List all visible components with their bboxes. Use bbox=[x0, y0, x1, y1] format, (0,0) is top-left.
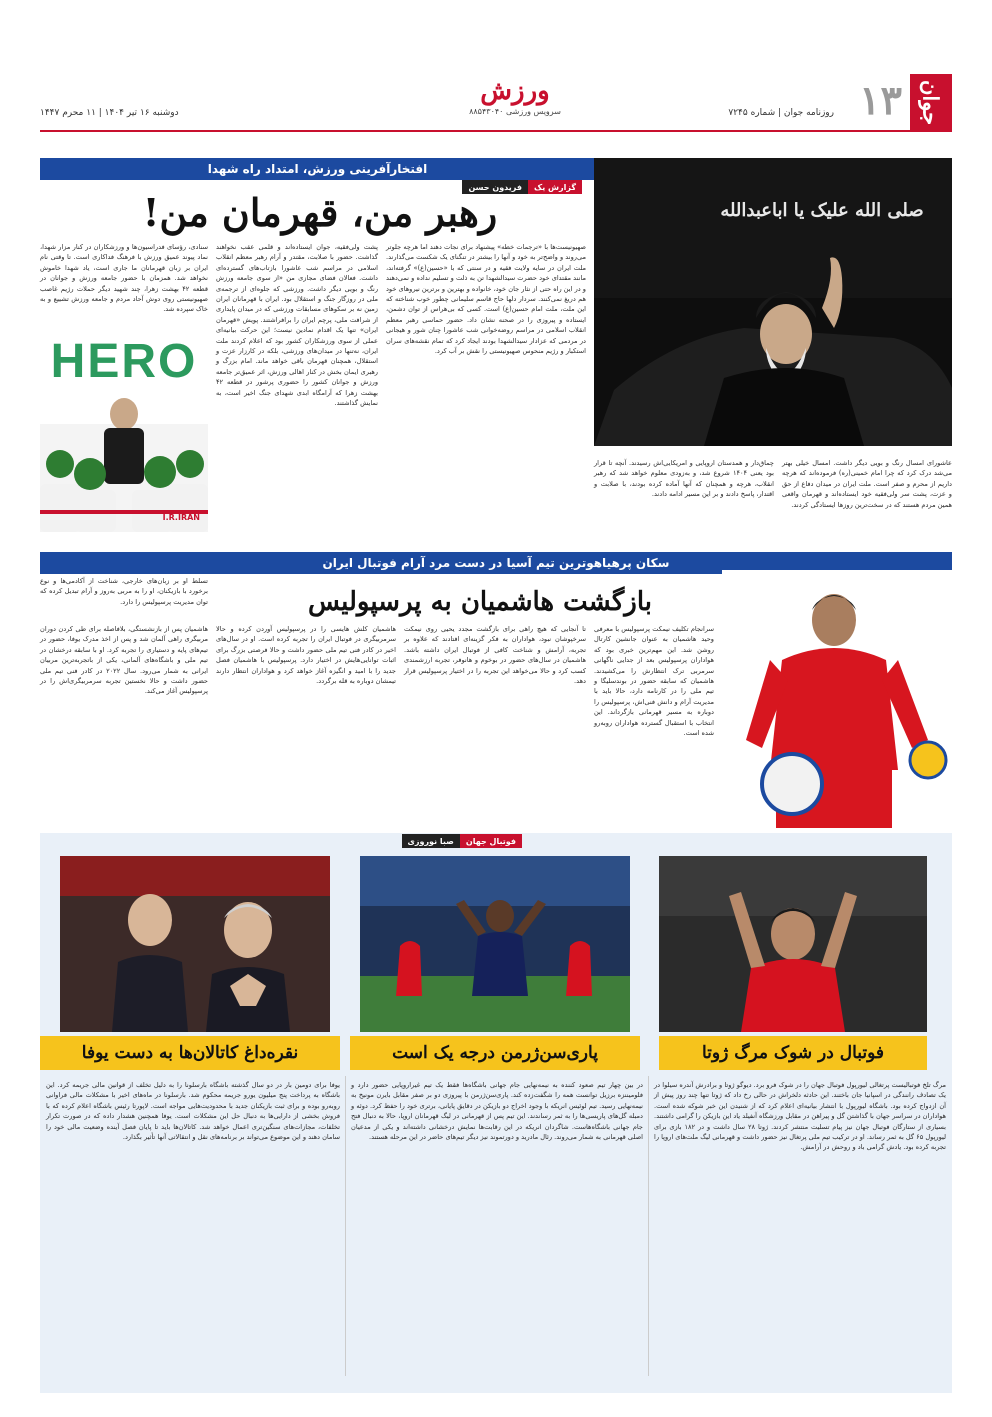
issue-date: دوشنبه ۱۶ تیر ۱۴۰۴ | ۱۱ محرم ۱۴۴۷ bbox=[40, 108, 179, 118]
lead-col-3: صهیونیست‌ها با «ترجمات خطه» پیشنهاد برای نجات دهند اما هرچه جلوتر می‌روند و واضح‌تر به خود و آنها را بیشتر در تنگنای یک شکست می‌گذارند. ملت ایران در سایه ولایت فقیه و در سنتی که با «حسین(ع)» گرفته‌اند، مانند مقتدای خود حضرت سیدالشهدا تن به ذلت و تسلیم نداده و نمی‌دهند و در این راه حتی از نثار جان خود، خانواده و بهترین و برترین نیروهای خود هم دریغ نمی‌کنند. سردار دلها حاج قاسم سلیمانی چطور خوب شناخته که این ملت، ملت امام حسین(ع) است. کسی که بی‌هراس از توان دشمن، ایستاده و پیروزی را در صحنه نشان داد. حضور حماسی رهبر معظم انقلاب اسلامی در مراسم روضه‌خوانی شب عاشورا چنان شور و هیجانی در مردمی که عزادار سیدالشهدا بودند ایجاد کرد که تمام نقشه‌های سران استکبار و رژیم منحوس صهیونیستی را نقش بر آب کرد. bbox=[386, 243, 586, 356]
world-kicker-type: فوتبال جهان bbox=[460, 834, 522, 848]
feature-col-e: تسلط او بر زبان‌های خارجی، شناخت از آکادمی‌ها و نوع برخورد با بازیکنان، او را به مربی به‌روز و آرام تبدیل کرده که توان مدیریت پرسپولیس را دارد. bbox=[40, 577, 208, 606]
jota-headline: فوتبال در شوک مرگ ژوتا bbox=[659, 1036, 927, 1070]
column-divider bbox=[648, 1076, 649, 1376]
lead-kicker-author: فریدون حسن bbox=[462, 180, 528, 194]
lead-col-2: پشت ولی‌فقیه، جوان ایستاده‌اند و قلمی عقب نخواهند گذاشت. حضور با صلابت، مقتدر و آرام رهبر معظم انقلاب اسلامی در مراسم شب عاشورا بازتاب‌های گسترده‌ای داشت. فعالان فضای مجازی من «از سوی جامعه ورزش رنگ و بویی دیگر داشت. ورزشی که جلوه‌ای از ترجمه‌ی ملی در روزگار جنگ و استقلال بود. ایران با قهرمانان ایران زمین نه بر سکوهای مسابقات ورزشی که در میدان پایداری از شرافت ملی، پرچم ایران را برافراشتند. پویش «قهرمان ایران» تنها یک اقدام نمادین نیست؛ این حرکت بیانیه‌ای عملی از سوی ورزشکاران کشور بود که اعلام کردند ملت ایران، نه‌تنها در میدان‌های ورزشی، بلکه در کارزار عزت و استقلال، همچنان قهرمان باقی خواهد ماند. امام بزرگ و رهبری ایمان بخش در کنار اهالی ورزش، اثر عمیق‌تر جامعه ورزش و جوانان کشور را حضوری پرشور در قطعه ۴۲ بهشت زهرا که آرامگاه ابدی شهدای جنگ اخیر است، به نمایش گذاشتند. bbox=[216, 243, 378, 408]
hero-image-text: HERO bbox=[50, 335, 198, 388]
psg-story-text: در بین چهار تیم صعود کننده به نیمه‌نهایی جام جهانی باشگاه‌ها فقط یک تیم غیراروپایی حضور دارد و فلومیننزه برزیل توانست همه را شگفت‌زده کند. پاری‌سن‌ژرمن با پیروزی دو بر صفر مقابل بایرن مونیخ به نیمه‌نهایی رسید. تیم لوئیس انریکه با وجود اخراج دو بازیکن در دقایق پایانی، برتری خود را حفظ کرد. دوئه و دمبله گل‌های پاریسی‌ها را به ثمر رساندند. این تیم پس از قهرمانی در لیگ قهرمانان اروپا، حالا به دنبال فتح جام جهانی باشگاه‌هاست. شاگردان انریکه در این رقابت‌ها نمایش درخشانی داشته‌اند و یکی از مدعیان اصلی قهرمانی به شمار می‌روند. رئال مادرید و دورتموند نیز دیگر تیم‌های حاضر در این مرحله هستند. bbox=[351, 1081, 643, 1142]
column-divider bbox=[345, 1076, 346, 1376]
jota-photo[interactable] bbox=[659, 856, 927, 1032]
section-name: ورزش bbox=[480, 76, 550, 106]
uefa-headline: نقره‌داغ کاتالان‌ها به دست یوفا bbox=[40, 1036, 340, 1070]
hashemian-photo-art bbox=[722, 570, 952, 828]
leader-photo[interactable] bbox=[594, 158, 952, 446]
psg-photo[interactable] bbox=[360, 856, 630, 1032]
lead-kicker-type: گزارش یک bbox=[528, 180, 582, 194]
jota-story-text: مرگ تلخ فوتبالیست پرتغالی لیورپول فوتبال جهان را در شوک فرو برد. دیوگو ژوتا و برادرش آندره سیلوا در یک تصادف رانندگی در اسپانیا جان باختند. این حادثه دلخراش در حالی رخ داد که ژوتا تنها چند روز پیش از آن ازدواج کرده بود. باشگاه لیورپول با انتشار بیانیه‌ای اعلام کرد که از شنیدن این خبر شوکه شده است. هواداران در سراسر جهان با گذاشتن گل و پیراهن در مقابل ورزشگاه آنفیلد یاد این بازیکن را گرامی داشتند. بسیاری از ستارگان فوتبال جهان نیز پیام تسلیت منتشر کردند. ژوتا ۲۸ سال داشت و در ۱۸۲ بازی برای لیورپول ۶۵ گل به ثمر رساند. او در ترکیب تیم ملی پرتغال نیز حضور داشت و قهرمانی لیگ ملت‌های اروپا را تجربه کرده بود. یادش گرامی باد و روحش در آرامش. bbox=[654, 1081, 947, 1152]
feature-intro: سرانجام تکلیف نیمکت پرسپولیس با معرفی وحید هاشمیان به عنوان جانشین کارتال روشن شد. این مهم‌ترین خبری بود که هواداران پرسپولیس بعد از جدایی ناگهانی سرمربی ترک انتظارش را می‌کشیدند. هاشمیان که سابقه حضور در بوندسلیگا و تیم ملی را در کارنامه دارد، حالا باید با مدیریت آرام و دانش فنی‌اش، پرسپولیس را دوباره به مسیر قهرمانی بازگرداند. این انتخاب با استقبال گسترده هواداران روبه‌رو شده است. bbox=[594, 625, 714, 738]
feature-col-d: هاشمیان پس از بازنشستگی، بلافاصله برای طی کردن دوران مربیگری راهی آلمان شد و پس از اخذ مدرک یوفا، حضور در تیم‌های پایه و دستیاری را تجربه کرد. او با سابقه درخشان در تیم ملی و باشگاه‌های آلمانی، یکی از باتجربه‌ترین مربیان ایرانی به شمار می‌رود. سال ۲۰۲۲ در کادر فنی تیم ملی حضور داشت و حالا نخستین تجربه سرمربیگری‌اش را در پرسپولیس آغاز می‌کند. bbox=[40, 625, 208, 696]
hero-photo[interactable] bbox=[40, 314, 208, 532]
uefa-story-text: یوفا برای دومین بار در دو سال گذشته باشگاه بارسلونا را به دلیل تخلف از قوانین مالی جریمه کرد. این باشگاه به پرداخت پنج میلیون یورو جریمه محکوم شد. بارسلونا در ماه‌های اخیر با مشکلات مالی فراوانی روبه‌رو بوده و برای ثبت بازیکنان جدید با محدودیت‌هایی مواجه است. لاپورتا رئیس باشگاه اعلام کرده که با فروش بخشی از دارایی‌ها به دنبال حل این مشکلات است. یوفا همچنین هشدار داده که در صورت تکرار تخلفات، مجازات‌های سنگین‌تری اعمال خواهد شد. کاتالان‌ها باید تا پایان فصل آینده وضعیت مالی خود را سامان دهند و این موضوع می‌تواند بر برنامه‌های نقل و انتقالاتی آنها تأثیر بگذارد. bbox=[46, 1081, 340, 1142]
feature-headline: بازگشت هاشمیان به پرسپولیس bbox=[307, 587, 653, 617]
feature-banner: سکان پرهیاهوترین تیم آسیا در دست مرد آرام فوتبال ایران bbox=[40, 552, 952, 574]
jota-photo-art bbox=[659, 856, 927, 1032]
paper-info: روزنامه جوان | شماره ۷۲۴۵ bbox=[728, 108, 834, 118]
section-logo bbox=[460, 76, 570, 116]
hero-jersey-text: I.R.IRAN bbox=[162, 513, 200, 522]
newspaper-logo[interactable]: جوان bbox=[910, 74, 952, 132]
feature-col-b: تا آنجایی که هیچ راهی برای بازگشت مجدد یحیی روی نیمکت سرخپوشان نبود، هواداران به فکر گزینه‌ای افتادند که علاوه بر تجربه، آرامش و شناخت کافی از فوتبال ایران داشته باشد. هاشمیان در سال‌های حضور در بوخوم و هانوفر، تجربه ارزشمندی کسب کرد و حالا می‌خواهد این تجربه را در اختیار پرسپولیس قرار دهد. bbox=[404, 625, 586, 686]
hashemian-photo[interactable] bbox=[722, 570, 952, 828]
section-service: سرویس ورزشی ۸۸۵۴۳۰۴۰ bbox=[469, 107, 561, 117]
psg-photo-art bbox=[360, 856, 630, 1032]
mourning-banner-text: صلی الله علیک یا اباعبدالله bbox=[720, 200, 924, 221]
lead-col-5: چماق‌دار و همدستان اروپایی و امریکایی‌اش رسیدند. آنچه تا قرار بود یعنی ۱۴۰۴ شروع شد، و به‌زودی معلوم خواهد شد که رهبر انقلاب، هرچه و همچنان که آنها آماده کرده بودند، با صلابت و اقتدار، پاسخ دادند و بر این مسیر ادامه دادند. bbox=[594, 459, 774, 499]
world-kicker bbox=[402, 834, 522, 848]
lead-col-4: عاشورای امسال رنگ و بویی دیگر داشت. امسال خیلی بهتر می‌شد درک کرد که چرا امام خمینی(ره) فرموده‌اند که هرچه داریم از محرم و صفر است. ملت ایران در میدان دفاع از حق و عزت، پشت سر ولی‌فقیه خود ایستاده‌اند و قهرمان واقعی همین مردم هستند که در سخت‌ترین روزها ایستادگی کردند. bbox=[782, 459, 952, 509]
page-number: ۱۳ bbox=[859, 79, 902, 123]
lead-col-1: سنادی، رؤسای فدراسیون‌ها و ورزشکاران در کنار مزار شهدا، نماد پیوند عمیق ورزش با فرهنگ فداکاری است. تا وقتی نام ایران بر زبان قهرمانان ما جاری است، یاد شهدا خاموش نخواهد شد. همزمان با حضور جامعه ورزش و جوانان در قطعه ۴۲ بهشت زهرا، چند شهید دیگر حملات رژیم غاصب صهیونیستی روی دوش آحاد مردم و جامعه ورزش تشییع و به خاک سپرده شد. bbox=[40, 243, 208, 314]
feature-col-c: هاشمیان کلش هایسی را در پرسپولیس آوردن کرده و حالا سرمربیگری در فوتبال ایران را تجربه کرده است. او در سال‌های اخیر در کادر فنی تیم ملی حضور داشت و حالا فرصتی بزرگ برای اثبات توانایی‌هایش در اختیار دارد. پرسپولیس با هاشمیان فصل جدید را با امید و انگیزه آغاز خواهد کرد و هواداران انتظار دارند تیمشان دوباره به قله برگردد. bbox=[216, 625, 396, 686]
masthead-rule bbox=[40, 130, 952, 132]
masthead bbox=[40, 74, 952, 142]
psg-headline: پاری‌سن‌ژرمن درجه یک است bbox=[350, 1036, 640, 1070]
lead-headline: رهبر من، قهرمان من! bbox=[142, 190, 498, 235]
uefa-photo[interactable] bbox=[60, 856, 330, 1032]
lead-banner: افتخارآفرینی ورزش، امتداد راه شهدا bbox=[40, 158, 595, 180]
uefa-photo-art bbox=[60, 856, 330, 1032]
world-kicker-author: صبا نوروزی bbox=[402, 834, 460, 848]
